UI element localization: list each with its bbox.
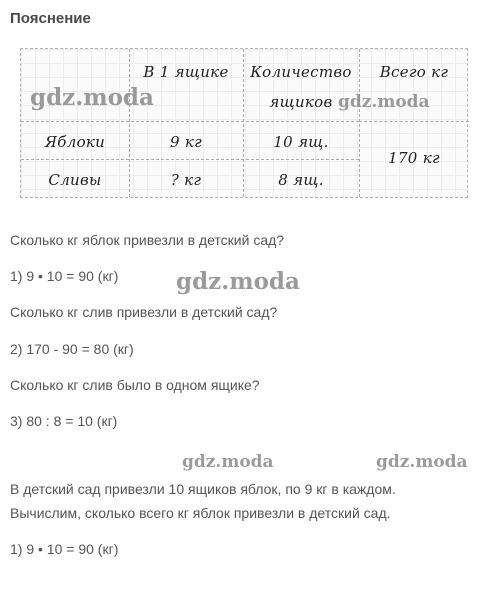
row-apples-per-box: 9 кг xyxy=(169,133,203,151)
header-boxes: ящиков xyxy=(269,93,333,111)
total-weight: 170 кг xyxy=(388,149,440,167)
explanation-line-1: В детский сад привезли 10 ящиков яблок, по 9 кг в каждом. xyxy=(10,481,396,497)
step-3: 3) 80 : 8 = 10 (кг) xyxy=(10,413,118,429)
row-apples-boxes: 10 ящ. xyxy=(273,133,329,151)
header-per-box: В 1 ящике xyxy=(143,63,229,81)
watermark: gdz.moda xyxy=(30,84,154,111)
explanation-line-2: Вычислим, сколько всего кг яблок привезли в детский сад. xyxy=(10,505,391,521)
step-alt-1: 1) 9 • 10 = 90 (кг) xyxy=(10,541,119,557)
row-plums-boxes: 8 ящ. xyxy=(278,171,324,189)
question-plums: Сколько кг слив привезли в детский сад? xyxy=(10,304,278,320)
question-apples: Сколько кг яблок привезли в детский сад? xyxy=(10,232,285,248)
header-count: Количество xyxy=(250,63,352,81)
table-divider xyxy=(359,121,469,122)
watermark: gdz.moda xyxy=(176,268,300,295)
table-divider xyxy=(21,121,359,122)
table-divider xyxy=(21,159,359,160)
page-title: Пояснение xyxy=(10,10,91,27)
watermark: gdz.moda xyxy=(338,92,430,112)
row-plums-label: Сливы xyxy=(48,171,102,189)
step-2: 2) 170 - 90 = 80 (кг) xyxy=(10,341,134,357)
watermark: gdz.moda xyxy=(376,452,468,472)
step-1: 1) 9 • 10 = 90 (кг) xyxy=(10,268,119,284)
row-apples-label: Яблоки xyxy=(44,133,106,151)
watermark: gdz.moda xyxy=(182,452,274,472)
question-plums-per-box: Сколько кг слив было в одном ящике? xyxy=(10,377,260,393)
row-plums-per-box: ? кг xyxy=(170,171,202,189)
header-total: Всего кг xyxy=(379,63,449,81)
task-table xyxy=(20,48,468,198)
